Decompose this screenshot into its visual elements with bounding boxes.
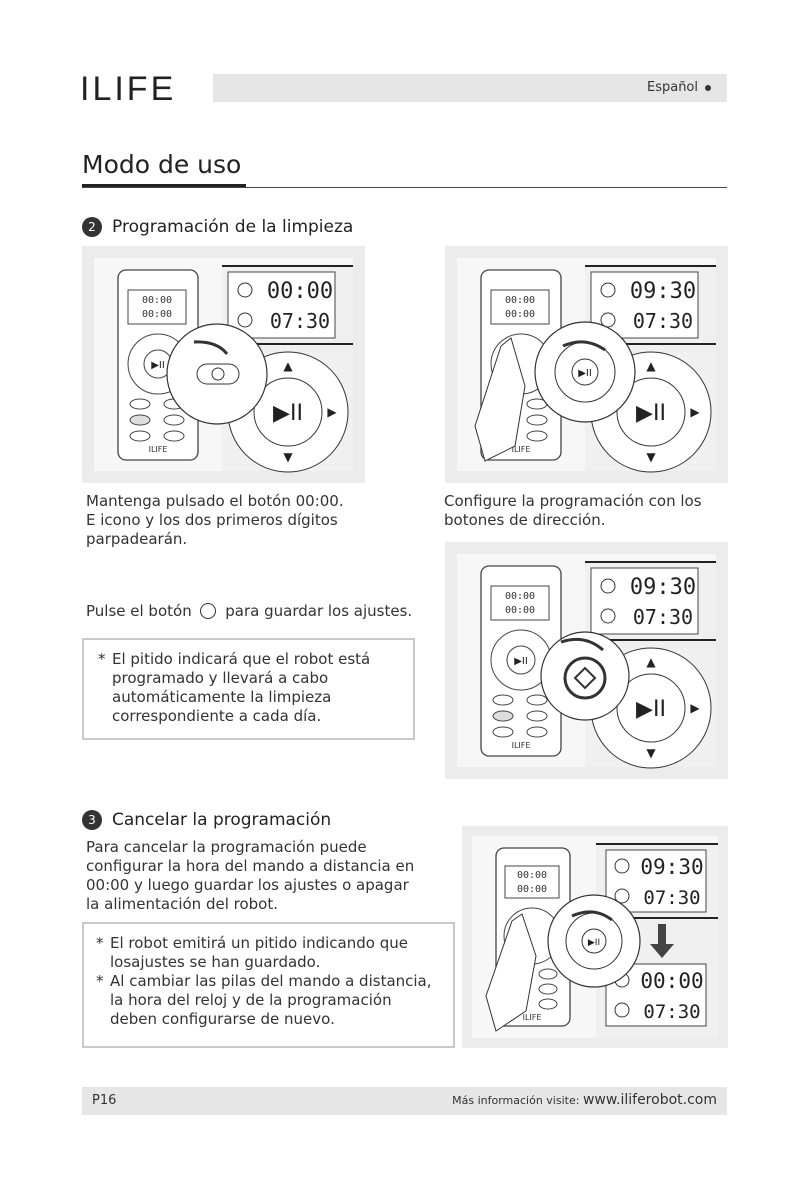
step-3-heading <box>82 810 331 830</box>
lcd-reset-top: 00:00 <box>640 969 704 993</box>
svg-text:▶II: ▶II <box>514 656 528 667</box>
svg-text:▼: ▼ <box>283 450 293 464</box>
svg-text:▶: ▶ <box>690 701 700 715</box>
lcd-bottom-time: 07:30 <box>632 605 694 629</box>
step-title: Cancelar la programación <box>112 810 332 830</box>
svg-text:00:00: 00:00 <box>516 870 548 881</box>
svg-text:00:00: 00:00 <box>516 884 548 895</box>
lcd-top-time: 09:30 <box>640 855 704 879</box>
svg-text:▲: ▲ <box>646 359 656 373</box>
save-icon <box>200 603 216 619</box>
svg-text:00:00: 00:00 <box>504 605 536 616</box>
step-2-heading <box>82 217 353 237</box>
illustration-configure <box>445 246 728 483</box>
svg-text:▶: ▶ <box>327 405 337 419</box>
step2-save-text: Pulse el botón para guardar los ajustes. <box>86 602 413 620</box>
lcd-top-time: 00:00 <box>266 279 334 304</box>
remote-illustration <box>82 246 365 483</box>
svg-text:▶II: ▶II <box>578 368 592 379</box>
lcd-bottom-time: 07:30 <box>269 309 331 333</box>
lcd-top-time: 09:30 <box>629 575 697 600</box>
remote-lcd-1: 00:00 <box>141 295 173 306</box>
step2-hold-text: Mantenga pulsado el botón 00:00. E icono y los dos primeros dígitos parpadearán. <box>86 492 344 548</box>
remote-brand: ILIFE <box>148 445 168 454</box>
footer-bar <box>82 1087 727 1115</box>
svg-text:ILIFE: ILIFE <box>511 445 531 454</box>
svg-text:▶: ▶ <box>690 405 700 419</box>
language-label: Español <box>647 80 711 95</box>
section-title: Modo de uso <box>82 150 242 179</box>
more-info: Más información visite: www.iliferobot.com <box>452 1092 717 1108</box>
brand-logo: ILIFE <box>80 70 177 108</box>
lcd-top-time: 09:30 <box>629 279 697 304</box>
title-underline <box>82 184 246 187</box>
step3-note: * El robot emitirá un pitido indicando que losajustes se han guardado. * Al cambiar las pilas del mando a distancia, la hora del reloj y de la programación deben configurarse de nuevo. <box>82 922 455 1048</box>
svg-text:ILIFE: ILIFE <box>522 1013 542 1022</box>
svg-text:▶II: ▶II <box>151 360 165 371</box>
language-bar <box>213 74 727 102</box>
svg-text:ILIFE: ILIFE <box>511 741 531 750</box>
lcd-bottom-time: 07:30 <box>643 887 701 909</box>
step-number: 2 <box>82 217 102 237</box>
illustration-cancel <box>462 826 728 1048</box>
step-number: 3 <box>82 810 102 830</box>
svg-text:00:00: 00:00 <box>504 591 536 602</box>
svg-text:▼: ▼ <box>646 746 656 760</box>
svg-text:▶II: ▶II <box>273 401 303 426</box>
svg-text:▼: ▼ <box>646 450 656 464</box>
step-title: Programación de la limpieza <box>112 217 354 237</box>
title-divider <box>82 187 727 188</box>
remote-lcd-2: 00:00 <box>141 309 173 320</box>
illustration-hold-button <box>82 246 365 483</box>
step2-configure-text: Configure la programación con los botones de dirección. <box>444 492 702 529</box>
website-link[interactable]: www.iliferobot.com <box>582 1092 717 1108</box>
page-number: P16 <box>92 1093 117 1108</box>
lcd-bottom-time: 07:30 <box>632 309 694 333</box>
svg-text:▶II: ▶II <box>636 401 666 426</box>
svg-text:▲: ▲ <box>283 359 293 373</box>
step2-note: * El pitido indicará que el robot está programado y llevará a cabo automáticamente la limpieza correspondiente a cada día. <box>82 638 415 740</box>
illustration-save <box>445 542 728 779</box>
svg-text:00:00: 00:00 <box>504 295 536 306</box>
svg-text:▲: ▲ <box>646 655 656 669</box>
step3-text: Para cancelar la programación puede configurar la hora del mando a distancia en 00:00 y luego guardar los ajustes o apagar la alimentación del robot. <box>86 838 415 913</box>
lcd-reset-bottom: 07:30 <box>643 1001 701 1023</box>
svg-text:▶II: ▶II <box>587 938 601 948</box>
svg-text:▶II: ▶II <box>636 697 666 722</box>
svg-text:00:00: 00:00 <box>504 309 536 320</box>
